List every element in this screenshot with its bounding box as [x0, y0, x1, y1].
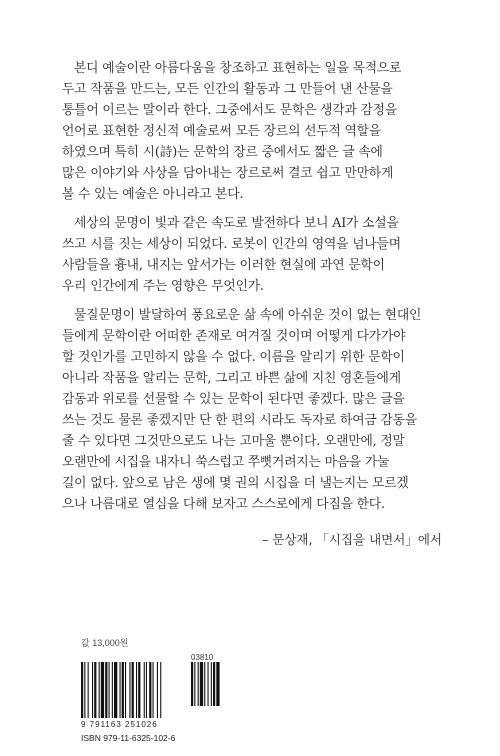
text-line: 으나 나름대로 열심을 다해 보자고 스스로에게 다짐을 한다. — [62, 497, 385, 512]
text-line: 언어로 표현한 정신적 예술로써 모든 장르의 선두적 역할을 — [62, 124, 381, 139]
barcode-bar — [88, 662, 89, 718]
barcode-bar — [153, 662, 154, 718]
text-line: 하였으며 특히 시(詩)는 문학의 장르 중에서도 짧은 글 속에 — [62, 145, 383, 160]
barcode-bar — [92, 662, 93, 718]
text-line: 할 것인가를 고민하지 않을 수 없다. 이름을 알리기 위한 문학이 — [62, 350, 405, 365]
barcode-bar — [120, 662, 121, 718]
barcode-bar — [136, 662, 137, 718]
isbn-barcode — [81, 662, 221, 720]
barcode-bar — [99, 662, 100, 718]
price-label: 값 13,000원 — [81, 638, 129, 648]
text-line: 아니라 작품을 알리는 문학, 그리고 바쁜 삶에 지친 영혼들에게 — [62, 371, 401, 386]
text-line: 길이 없다. 앞으로 남은 생에 몇 권의 시집을 더 낼는지는 모르겠 — [62, 476, 409, 491]
essay-signature: – 문상재, 「시집을 내면서」에서 — [262, 532, 442, 547]
barcode-addon-bar — [194, 662, 195, 706]
text-line: 물질문명이 발달하여 풍요로운 삶 속에 아쉬운 것이 없는 현대인 — [74, 308, 422, 323]
text-line: 오랜만에 시집을 내자니 쑥스럽고 쭈뼛거려지는 마음을 가눌 — [62, 455, 390, 470]
barcode-bar — [101, 662, 104, 718]
barcode-bar — [132, 662, 134, 718]
barcode-bar — [138, 662, 140, 718]
barcode-bar — [94, 662, 96, 718]
text-line: 본디 예술이란 아름다움을 창조하고 표현하는 일을 목적으로 — [74, 61, 402, 76]
text-line: 쓰고 시를 짓는 세상이 되었다. 로봇이 인간의 영역을 넘나들며 — [62, 237, 401, 252]
barcode-bar — [105, 662, 107, 718]
paragraph-3 — [62, 305, 442, 515]
text-line: 많은 이야기와 사상을 담아내는 장르로써 결코 쉽고 만만하게 — [62, 166, 394, 181]
barcode-bar — [114, 662, 117, 718]
barcode-addon-bar — [211, 662, 212, 706]
barcode-addon-code: 03810 — [191, 653, 214, 662]
barcode-bar — [146, 662, 147, 718]
text-line: 사람들을 흉내, 내지는 앞서가는 이러한 현실에 과연 문학이 — [62, 258, 385, 273]
barcode-addon-bar — [216, 662, 219, 706]
barcode-addon-bar — [213, 662, 215, 706]
text-line: 두고 작품을 만드는, 모든 인간의 활동과 그 만들어 낸 산물을 — [62, 82, 393, 97]
text-line: 쓰는 것도 물론 좋겠지만 단 한 편의 시라도 독자로 하여금 감동을 — [62, 413, 417, 428]
ean-digits: 9 791163 251026 — [81, 720, 158, 729]
barcode-bar — [109, 662, 110, 718]
barcode-bar — [84, 662, 85, 718]
text-line: 우리 인간에게 주는 영향은 무엇인가. — [62, 279, 264, 294]
text-line: 들에게 문학이란 어떠한 존재로 여겨질 것이며 어떻게 다가가야 — [62, 329, 406, 344]
barcode-bar — [149, 662, 151, 718]
isbn-number: ISBN 979-11-6325-102-6 — [81, 733, 176, 743]
text-line: 감동과 위로를 선물할 수 있는 문학이 된다면 좋겠다. 많은 글을 — [62, 392, 405, 407]
barcode-bar — [129, 662, 130, 718]
paragraph-1 — [62, 58, 442, 205]
barcode-addon-bar — [208, 662, 209, 706]
paragraph-2 — [62, 213, 442, 297]
barcode-bar — [160, 662, 161, 718]
text-line: 줄 수 있다면 그것만으로도 나는 고마울 뿐이다. 오랜만에, 정말 — [62, 434, 405, 449]
barcode-bar — [125, 662, 126, 718]
text-line: 볼 수 있는 예술은 아니라고 본다. — [62, 187, 244, 202]
barcode-bar — [81, 662, 83, 718]
essay-text — [62, 58, 442, 523]
barcode-bar — [122, 662, 124, 718]
text-line: 통틀어 이르는 말이라 한다. 그중에서도 문학은 생각과 감정을 — [62, 103, 397, 118]
text-line: 세상의 문명이 빛과 같은 속도로 발전하다 보니 AI가 소설을 — [74, 216, 399, 231]
barcode-bar — [157, 662, 158, 718]
barcode-bar — [112, 662, 113, 718]
barcode-addon-bar — [200, 662, 203, 706]
barcode-addon-bar — [191, 662, 193, 706]
barcode-bar — [144, 662, 145, 718]
barcode-addon-bar — [204, 662, 205, 706]
barcode-addon-bar — [198, 662, 199, 706]
